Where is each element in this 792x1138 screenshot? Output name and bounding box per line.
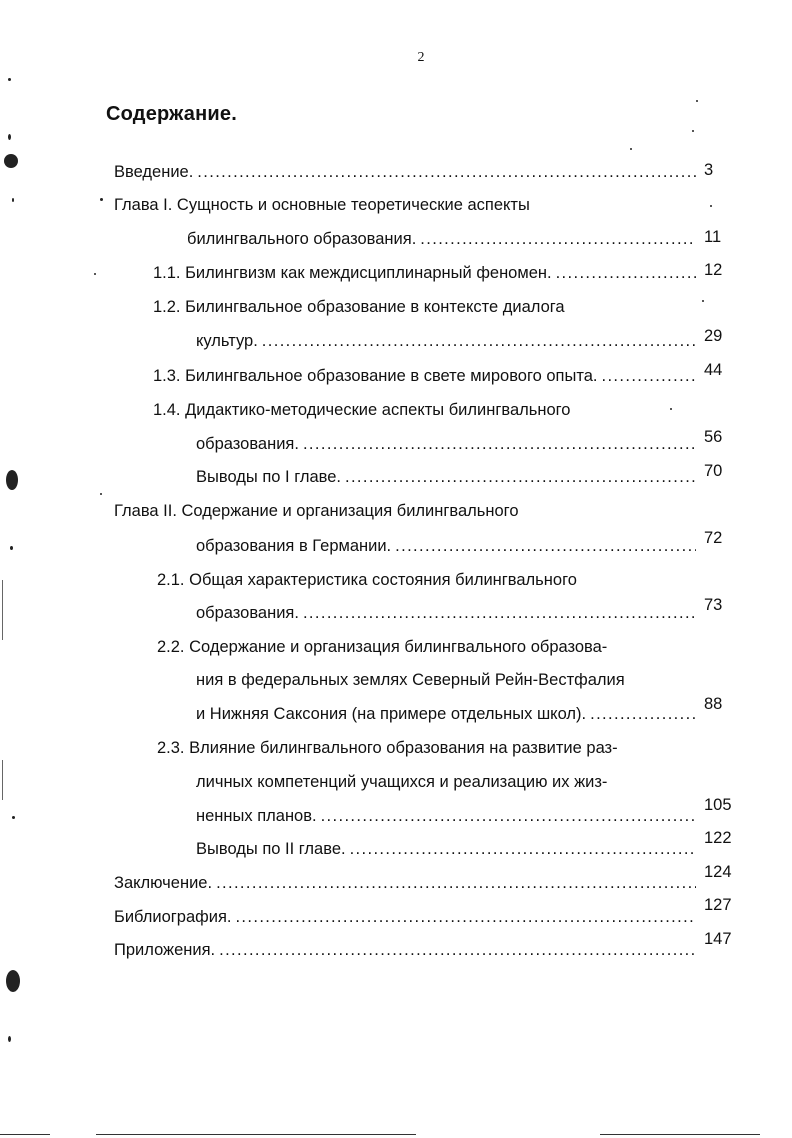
toc-page-number: 11 [704, 228, 722, 246]
dot-leader [590, 704, 696, 724]
dot-leader [197, 162, 696, 182]
scan-artifact [12, 198, 14, 202]
scan-artifact [12, 816, 15, 819]
scan-artifact [696, 100, 698, 102]
toc-entry-2-3-cont [196, 806, 696, 826]
toc-entry-chapter-2: Глава II. Содержание и организация билингвального [114, 502, 519, 520]
toc-page-number: 56 [704, 428, 723, 446]
toc-page-number: 124 [704, 863, 732, 881]
toc-entry-text: билингвального образования. [187, 230, 417, 248]
toc-entry-1-3 [153, 366, 696, 386]
toc-entry-appendices [114, 940, 696, 960]
toc-page-number: 70 [704, 462, 723, 480]
dot-leader [262, 331, 696, 351]
scan-artifact [100, 198, 103, 201]
toc-page-number: 88 [704, 695, 723, 713]
toc-entry-introduction [114, 162, 696, 182]
dot-leader [216, 873, 696, 893]
dot-leader [395, 536, 696, 556]
toc-page-number: 127 [704, 896, 732, 914]
toc-entry-text: Библиография. [114, 908, 232, 926]
toc-entry-1-2-cont [196, 331, 696, 351]
toc-entry-text: и Нижняя Саксония (на примере отдельных школ). [196, 705, 587, 723]
toc-entry-conclusions-2 [196, 839, 696, 859]
toc-entry-text: образования. [196, 435, 299, 453]
toc-entry-text: 1.1. Билингвизм как междисциплинарный феномен. [153, 264, 552, 282]
toc-entry-text: Приложения. [114, 941, 216, 959]
scan-artifact [8, 1036, 11, 1042]
toc-page-number: 122 [704, 829, 732, 847]
toc-entry-text: Введение. [114, 163, 194, 181]
dot-leader [303, 434, 696, 454]
dot-leader [420, 229, 696, 249]
scan-artifact [100, 493, 102, 495]
toc-entry-chapter-1: Глава I. Сущность и основные теоретические аспекты [114, 196, 530, 214]
toc-page-number: 73 [704, 596, 723, 614]
toc-entry-2-3: 2.3. Влияние билингвального образования на развитие раз- [157, 739, 618, 757]
toc-entry-text: образования в Германии. [196, 537, 392, 555]
toc-entry-2-2-cont [196, 704, 696, 724]
toc-page-number: 44 [704, 361, 723, 379]
scan-artifact [10, 546, 13, 550]
dot-leader [556, 263, 696, 283]
scan-artifact [2, 580, 3, 640]
toc-page-number: 72 [704, 529, 723, 547]
scan-artifact [630, 148, 632, 150]
dot-leader [219, 940, 696, 960]
scan-artifact [8, 78, 11, 81]
toc-page-number: 105 [704, 796, 732, 814]
toc-entry-2-1-cont [196, 603, 696, 623]
dot-leader [602, 366, 697, 386]
scan-artifact [600, 1134, 760, 1135]
toc-entry-bibliography [114, 907, 696, 927]
toc-entry-text: культур. [196, 332, 258, 350]
scan-artifact [8, 134, 11, 140]
toc-entry-text: Выводы по II главе. [196, 840, 346, 858]
toc-page-number: 29 [704, 327, 723, 345]
dot-leader [303, 603, 696, 623]
toc-entry-conclusion [114, 873, 696, 893]
toc-entry-1-2: 1.2. Билингвальное образование в контексте диалога [153, 298, 565, 316]
page-number: 2 [417, 50, 425, 65]
toc-entry-2-2: 2.2. Содержание и организация билингвального образова- [157, 638, 608, 656]
toc-entry-2-1: 2.1. Общая характеристика состояния билингвального [157, 571, 577, 589]
scan-artifact [692, 130, 694, 132]
scan-artifact [0, 1134, 50, 1135]
toc-entry-text: образования. [196, 604, 299, 622]
toc-entry-chapter-2-cont [196, 536, 696, 556]
scan-artifact [2, 760, 3, 800]
toc-entry-1-4: 1.4. Дидактико-методические аспекты билингвального [153, 401, 571, 419]
toc-entry-chapter-1-cont [187, 229, 696, 249]
dot-leader [235, 907, 696, 927]
dot-leader [350, 839, 696, 859]
toc-entry-text: ненных планов. [196, 807, 317, 825]
toc-page-number: 12 [704, 261, 723, 279]
toc-entry-text: Выводы по I главе. [196, 468, 341, 486]
scan-artifact [702, 300, 704, 302]
scan-artifact [94, 273, 96, 275]
scan-artifact [6, 970, 20, 992]
toc-entry-2-3-line2: личных компетенций учащихся и реализацию их жиз- [196, 773, 608, 791]
page-title: Содержание. [106, 103, 237, 125]
toc-entry-1-1 [153, 263, 696, 283]
scan-artifact [6, 470, 18, 490]
toc-page-number: 3 [704, 161, 714, 179]
dot-leader [345, 467, 696, 487]
scan-artifact [96, 1134, 416, 1135]
dot-leader [321, 806, 696, 826]
toc-entry-text: 1.3. Билингвальное образование в свете мирового опыта. [153, 367, 598, 385]
toc-entry-2-2-line2: ния в федеральных землях Северный Рейн-Вестфалия [196, 671, 625, 689]
toc-entry-conclusions-1 [196, 467, 696, 487]
scan-artifact [710, 205, 712, 207]
scan-artifact [4, 154, 18, 168]
toc-entry-1-4-cont [196, 434, 696, 454]
toc-page-number: 147 [704, 930, 732, 948]
scan-artifact [670, 408, 672, 410]
toc-entry-text: Заключение. [114, 874, 213, 892]
